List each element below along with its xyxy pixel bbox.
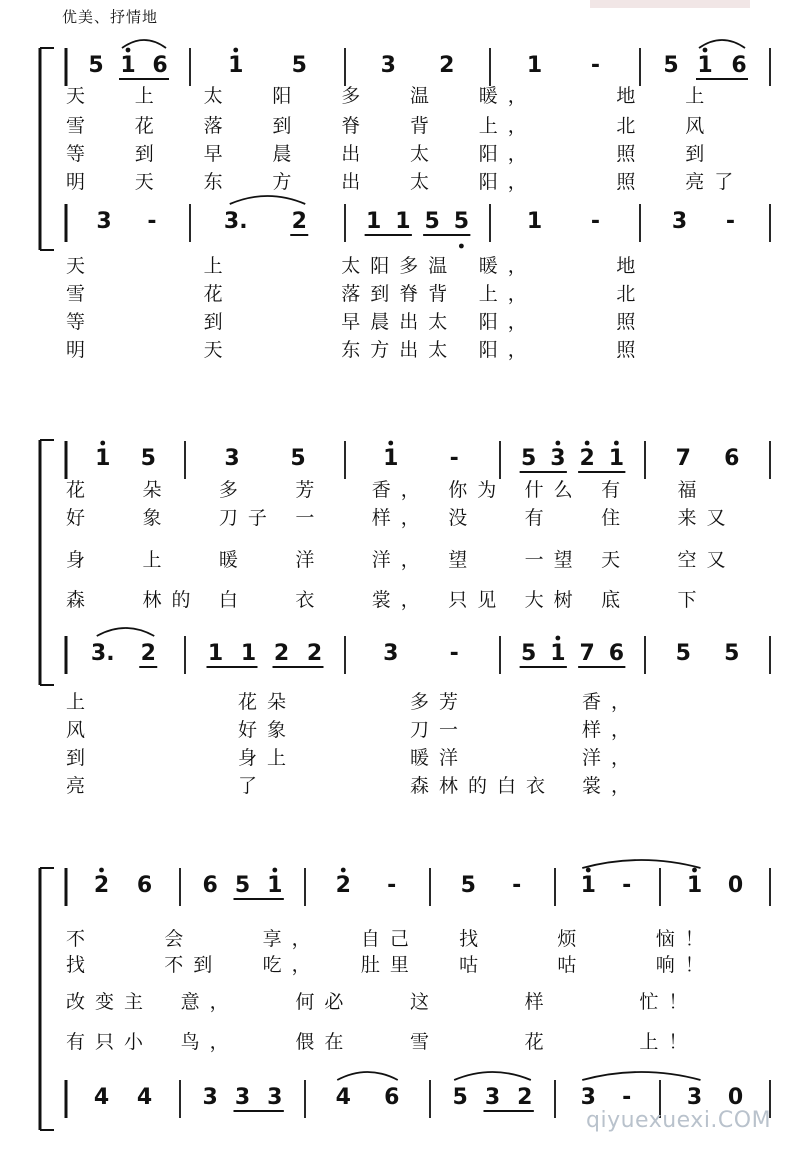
note: 5 [460, 873, 476, 898]
lyric-word: 吃， [262, 954, 321, 976]
lyric-word: 有只小 [66, 1031, 154, 1053]
lyric-word: 天 [134, 171, 164, 193]
lyric-word: 咕 [459, 954, 489, 976]
lyric-word: 落到脊背 [341, 283, 458, 305]
lyric-word: 方 [272, 171, 302, 193]
lyric-word: 晨 [272, 143, 302, 165]
lyric-word: 亮了 [685, 171, 744, 193]
note: 5 [675, 641, 691, 666]
octave-dot-above [99, 868, 104, 873]
note: 3. [90, 641, 115, 666]
lyric-word: 衣 [295, 589, 325, 611]
lyric-word: 洋， [371, 549, 430, 571]
note: 2 [335, 873, 351, 898]
note: 1 [228, 53, 244, 78]
octave-dot-above [692, 868, 697, 873]
lyric-word: 花 [524, 1031, 554, 1053]
note: 6 [384, 1085, 400, 1110]
lyric-word: 大树 [524, 589, 583, 611]
lyric-word: 暖， [478, 255, 537, 277]
slur [97, 628, 155, 636]
watermark: qiyuexuexi.COM [586, 1108, 772, 1133]
lyric-word: 雪 [410, 1031, 440, 1053]
lyric-word: 太 [410, 143, 440, 165]
lyric-word: 地 [616, 255, 646, 277]
octave-dot-above [555, 636, 560, 641]
lyric-word: 了 [238, 775, 268, 797]
lyric-word: 太 [410, 171, 440, 193]
note: 1 [240, 641, 257, 666]
lyric-word: 白 [218, 589, 248, 611]
lyric-word: 望 [448, 549, 478, 571]
lyric-word: 住 [601, 507, 631, 529]
note: 3 [550, 446, 566, 471]
lyric-word: 自己 [360, 928, 419, 950]
note: 5 [424, 209, 440, 234]
lyric-word: 上 [66, 691, 96, 713]
lyric-word: 背 [410, 115, 440, 137]
lyric-word: 到 [203, 311, 233, 333]
octave-dot-above [341, 868, 346, 873]
system-3 [40, 860, 770, 1130]
lyric-word: 改变主 [66, 991, 154, 1013]
lyric-word: 暖洋 [410, 747, 469, 769]
lyric-word: 森 [66, 589, 96, 611]
note: 5 [663, 53, 679, 78]
lyric-word: 多 [341, 85, 371, 107]
lyric-word: 落 [203, 115, 233, 137]
lyric-word: 亮 [66, 775, 96, 797]
note: 5 [291, 53, 307, 78]
lyric-word: 意， [180, 991, 239, 1013]
lyric-word: 阳， [478, 311, 537, 333]
lyric-word: 天 [203, 339, 233, 361]
lyric-word: 裳， [371, 589, 430, 611]
lyric-word: 洋 [295, 549, 325, 571]
lyric-word: 东 [203, 171, 233, 193]
note: 3 [380, 53, 396, 78]
note: 4 [335, 1085, 351, 1110]
lyric-word: 一望 [524, 549, 583, 571]
slur [699, 40, 745, 48]
lyric-word: 早 [203, 143, 233, 165]
lyric-word: 北 [616, 115, 646, 137]
lyric-word: 只见 [448, 589, 507, 611]
lyric-word: 裳， [582, 775, 641, 797]
lyric-word: 照 [616, 171, 646, 193]
octave-dot-above [555, 441, 560, 446]
lyric-word: 太 [203, 85, 233, 107]
lyric-word: 来又 [677, 507, 736, 529]
lyric-word: 太阳多温 [341, 255, 458, 277]
note: 3. [223, 209, 248, 234]
lyric-word: 地 [616, 85, 646, 107]
note: 1 [207, 641, 224, 666]
slur [582, 1072, 700, 1080]
lyric-word: 何必 [295, 991, 354, 1013]
lyric-word: 上 [142, 549, 172, 571]
lyric-word: 脊 [341, 115, 371, 137]
lyric-word: 你为 [448, 479, 507, 501]
lyric-word: 明 [66, 171, 96, 193]
note: 5 [520, 446, 537, 471]
lyric-word: 样， [582, 719, 641, 741]
lyric-word: 到 [272, 115, 302, 137]
lyric-word: 上 [203, 255, 233, 277]
lyric-word: 东方出太 [341, 339, 458, 361]
note: 1 [580, 873, 596, 898]
note: 4 [136, 1085, 153, 1110]
note: - [590, 209, 601, 234]
lyric-word: 不到 [164, 954, 223, 976]
note: 1 [550, 641, 566, 666]
note: 1 [120, 53, 136, 78]
lyric-word: 北 [616, 283, 646, 305]
lyric-word: 照 [616, 143, 646, 165]
lyric-word: 上， [478, 283, 537, 305]
octave-dot-above [272, 868, 277, 873]
lyric-word: 多 [218, 479, 248, 501]
lyric-word: 一 [295, 507, 325, 529]
note: 5 [453, 209, 470, 234]
note: 3 [580, 1085, 596, 1110]
note: - [449, 641, 459, 666]
note: 0 [727, 1085, 744, 1110]
slur [122, 40, 166, 48]
lyric-word: 花 [203, 283, 233, 305]
note: 2 [579, 446, 595, 471]
lyric-word: 福 [677, 479, 707, 501]
note: 7 [675, 446, 691, 471]
lyric-word: 刀子 [218, 507, 277, 529]
note: 1 [95, 446, 111, 471]
note: 1 [395, 209, 411, 234]
lyric-word: 身上 [238, 747, 297, 769]
lyric-word: 上 [134, 85, 164, 107]
octave-dot-above [703, 48, 708, 53]
note: 5 [88, 53, 104, 78]
lyric-word: 风 [66, 719, 96, 741]
note: 7 [579, 641, 595, 666]
note: 3 [267, 1085, 283, 1110]
note: 3 [234, 1085, 251, 1110]
note: 2 [306, 641, 323, 666]
note: 5 [520, 641, 537, 666]
note: 1 [267, 873, 283, 898]
lyric-word: 阳 [272, 85, 302, 107]
note: 2 [439, 53, 455, 78]
lyric-word: 到 [685, 143, 715, 165]
system-1 [40, 40, 770, 361]
lyric-word: 香， [371, 479, 430, 501]
lyric-word: 到 [134, 143, 164, 165]
lyric-word: 温 [410, 85, 440, 107]
note: - [387, 873, 397, 898]
note: 5 [234, 873, 251, 898]
lyric-word: 烦 [557, 928, 587, 950]
note: - [147, 209, 157, 234]
octave-dot-above [585, 441, 590, 446]
lyric-word: 上！ [639, 1031, 698, 1053]
lyric-word: 风 [685, 115, 715, 137]
note: 1 [526, 209, 543, 234]
lyric-word: 芳 [295, 479, 325, 501]
octave-dot-above [100, 441, 105, 446]
lyric-word: 不 [66, 928, 96, 950]
lyric-word: 找 [66, 954, 96, 976]
lyric-word: 恼！ [655, 928, 714, 950]
lyric-word: 有 [601, 479, 631, 501]
lyric-word: 花 [66, 479, 96, 501]
slur [337, 1072, 398, 1080]
note: 5 [724, 641, 740, 666]
lyric-word: 林的 [142, 589, 201, 611]
lyric-word: 等 [66, 143, 96, 165]
note: 3 [671, 209, 688, 234]
lyric-word: 早晨出太 [341, 311, 458, 333]
tempo-marking: 优美、抒情地 [62, 8, 159, 26]
note: 6 [731, 53, 747, 78]
octave-dot-above [388, 441, 393, 446]
lyric-word: 朵 [142, 479, 172, 501]
note: 1 [697, 53, 713, 78]
system-2 [40, 440, 770, 797]
note: - [622, 1085, 632, 1110]
lyric-word: 样， [371, 507, 430, 529]
lyric-word: 雪 [66, 115, 96, 137]
lyric-word: 出 [341, 171, 371, 193]
note: 3 [96, 209, 112, 234]
note: 6 [202, 873, 218, 898]
note: - [725, 209, 736, 234]
note: 2 [291, 209, 307, 234]
lyric-word: 上 [685, 85, 715, 107]
lyric-word: 空又 [677, 549, 736, 571]
octave-dot-below [459, 244, 464, 249]
lyric-word: 等 [66, 311, 96, 333]
note: 2 [517, 1085, 533, 1110]
slur [230, 196, 306, 204]
lyric-word: 样 [524, 991, 554, 1013]
lyric-word: 底 [601, 589, 631, 611]
note: 5 [290, 446, 306, 471]
note: - [590, 53, 601, 78]
lyric-word: 什么 [524, 479, 583, 501]
lyric-word: 忙！ [639, 991, 698, 1013]
note: 6 [608, 641, 625, 666]
note: 4 [93, 1085, 110, 1110]
lyric-word: 偎在 [295, 1031, 354, 1053]
lyric-word: 雪 [66, 283, 96, 305]
lyric-word: 享， [262, 928, 321, 950]
note: 1 [383, 446, 399, 471]
note: 6 [136, 873, 153, 898]
lyric-word: 象 [142, 507, 172, 529]
note: 6 [724, 446, 740, 471]
note: 3 [686, 1085, 703, 1110]
note: 5 [140, 446, 156, 471]
lyric-word: 出 [341, 143, 371, 165]
lyric-word: 没 [448, 507, 478, 529]
lyric-word: 明 [66, 339, 96, 361]
lyric-word: 阳， [478, 143, 537, 165]
lyric-word: 好 [66, 507, 96, 529]
note: - [449, 446, 459, 471]
lyric-word: 多芳 [410, 691, 469, 713]
lyric-word: 身 [66, 549, 96, 571]
note: 3 [383, 641, 399, 666]
lyric-word: 天 [601, 549, 631, 571]
lyric-word: 咕 [557, 954, 587, 976]
lyric-word: 这 [410, 991, 440, 1013]
lyric-word: 香， [582, 691, 641, 713]
lyric-word: 照 [616, 339, 646, 361]
octave-dot-above [586, 868, 591, 873]
note: 2 [273, 641, 290, 666]
lyric-word: 下 [677, 589, 707, 611]
lyric-word: 上， [478, 115, 537, 137]
note: 5 [452, 1085, 468, 1110]
lyric-word: 到 [66, 747, 96, 769]
lyric-word: 暖 [218, 549, 248, 571]
note: 0 [727, 873, 744, 898]
note: 3 [202, 1085, 218, 1110]
note: 3 [224, 446, 240, 471]
octave-dot-above [233, 48, 238, 53]
note: - [512, 873, 522, 898]
lyric-word: 暖， [478, 85, 537, 107]
lyric-word: 天 [66, 85, 96, 107]
note: 2 [140, 641, 156, 666]
octave-dot-above [614, 441, 619, 446]
lyric-word: 响！ [655, 954, 714, 976]
lyric-word: 好象 [238, 719, 297, 741]
lyric-word: 找 [459, 928, 489, 950]
lyric-word: 鸟， [180, 1031, 239, 1053]
slur [454, 1072, 531, 1080]
note: 1 [686, 873, 703, 898]
lyric-word: 刀一 [410, 719, 469, 741]
note: 1 [365, 209, 382, 234]
lyric-word: 天 [66, 255, 96, 277]
lyric-word: 洋， [582, 747, 641, 769]
lyric-word: 森林的白衣 [410, 775, 556, 797]
note: 1 [608, 446, 625, 471]
note: 3 [484, 1085, 501, 1110]
slur [582, 860, 700, 868]
lyric-word: 阳， [478, 171, 537, 193]
lyric-word: 照 [616, 311, 646, 333]
lyric-word: 花 [134, 115, 164, 137]
lyric-word: 阳， [478, 339, 537, 361]
lyric-word: 会 [164, 928, 194, 950]
octave-dot-above [126, 48, 131, 53]
note: 2 [93, 873, 110, 898]
note: 1 [526, 53, 543, 78]
lyric-word: 花朵 [238, 691, 297, 713]
note: 6 [152, 53, 168, 78]
note: - [622, 873, 632, 898]
lyric-word: 有 [524, 507, 554, 529]
lyric-word: 肚里 [360, 954, 419, 976]
